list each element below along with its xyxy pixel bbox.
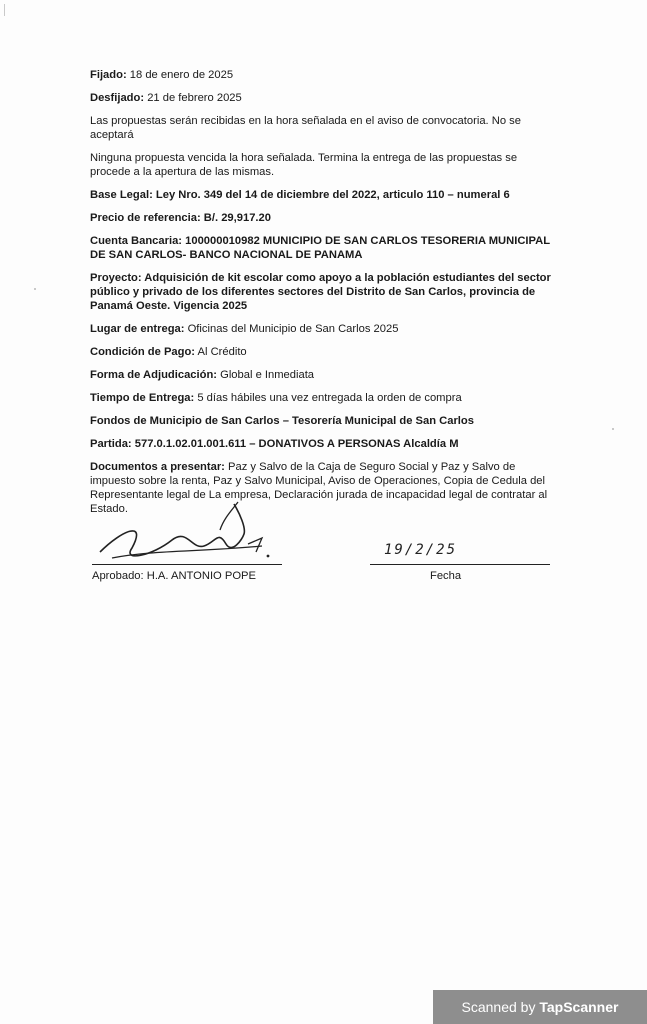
approved-by-caption: Aprobado: H.A. ANTONIO POPE xyxy=(92,570,256,582)
watermark-prefix: Scanned by xyxy=(461,999,540,1015)
document-body xyxy=(90,68,560,525)
field-value: 21 de febrero 2025 xyxy=(144,92,242,104)
field-forma-adjudicacion xyxy=(90,368,560,382)
scanner-watermark xyxy=(433,990,647,1024)
scan-speck xyxy=(4,4,5,16)
field-condicion-pago xyxy=(90,345,560,359)
field-value: Global e Inmediata xyxy=(217,369,315,381)
field-label: Lugar de entrega: xyxy=(90,323,185,335)
approval-signature-block xyxy=(92,500,282,590)
proyecto: Proyecto: Adquisición de kit escolar como apoyo a la población estudiantes del sector público y privado de los diferentes sectores del Distrito de San Carlos, provincia de Panamá Oeste. Vigencia 2025 xyxy=(90,272,551,312)
base-legal: Base Legal: Ley Nro. 349 del 14 de diciembre del 2022, articulo 110 – numeral 6 xyxy=(90,189,510,201)
paragraph-propuestas: Las propuestas serán recibidas en la hora señalada en el aviso de convocatoria. No se aceptará xyxy=(90,115,521,141)
field-label: Tiempo de Entrega: xyxy=(90,392,195,404)
watermark-brand: TapScanner xyxy=(539,999,619,1015)
fondos: Fondos de Municipio de San Carlos – Tesorería Municipal de San Carlos xyxy=(90,415,474,427)
field-label: Fijado: xyxy=(90,69,127,81)
date-block xyxy=(370,540,550,590)
field-value: Al Crédito xyxy=(195,346,247,358)
field-label: Desfijado: xyxy=(90,92,145,104)
field-value: Paz y Salvo de la Caja de Seguro Social y Paz y Salvo de impuesto sobre la renta, Paz y Salvo Municipal, Aviso de Operaciones, Copia de Cedula del Representante legal de La empresa, Declaración jurada de incapacidad legal de contratar al Estado. xyxy=(90,461,548,515)
field-fijado xyxy=(90,68,560,82)
signature-line xyxy=(92,564,282,565)
paragraph-vencida: Ninguna propuesta vencida la hora señalada. Termina la entrega de las propuestas se procede a la apertura de las mismas. xyxy=(90,152,518,178)
field-lugar-entrega xyxy=(90,322,560,336)
field-value: 5 días hábiles una vez entregada la orden de compra xyxy=(194,392,462,404)
field-value: 18 de enero de 2025 xyxy=(126,69,234,81)
field-label: Documentos a presentar: xyxy=(90,461,225,473)
date-line xyxy=(370,564,550,565)
precio-referencia: Precio de referencia: B/. 29,917.20 xyxy=(90,212,271,224)
scan-speck xyxy=(34,288,36,290)
partida: Partida: 577.0.1.02.01.001.611 – DONATIVOS A PERSONAS Alcaldía M xyxy=(90,438,459,450)
field-value: Oficinas del Municipio de San Carlos 2025 xyxy=(184,323,399,335)
date-caption: Fecha xyxy=(430,570,462,582)
handwritten-signature-icon xyxy=(92,500,282,570)
field-label: Forma de Adjudicación: xyxy=(90,369,218,381)
handwritten-date: 19/2/25 xyxy=(384,542,458,558)
field-desfijado xyxy=(90,91,560,105)
scan-speck xyxy=(612,428,614,430)
field-tiempo-entrega xyxy=(90,391,560,405)
field-label: Condición de Pago: xyxy=(90,346,196,358)
cuenta-bancaria: Cuenta Bancaria: 100000010982 MUNICIPIO DE SAN CARLOS TESORERIA MUNICIPAL DE SAN CARLOS- BANCO NACIONAL DE PANAMA xyxy=(90,235,550,261)
